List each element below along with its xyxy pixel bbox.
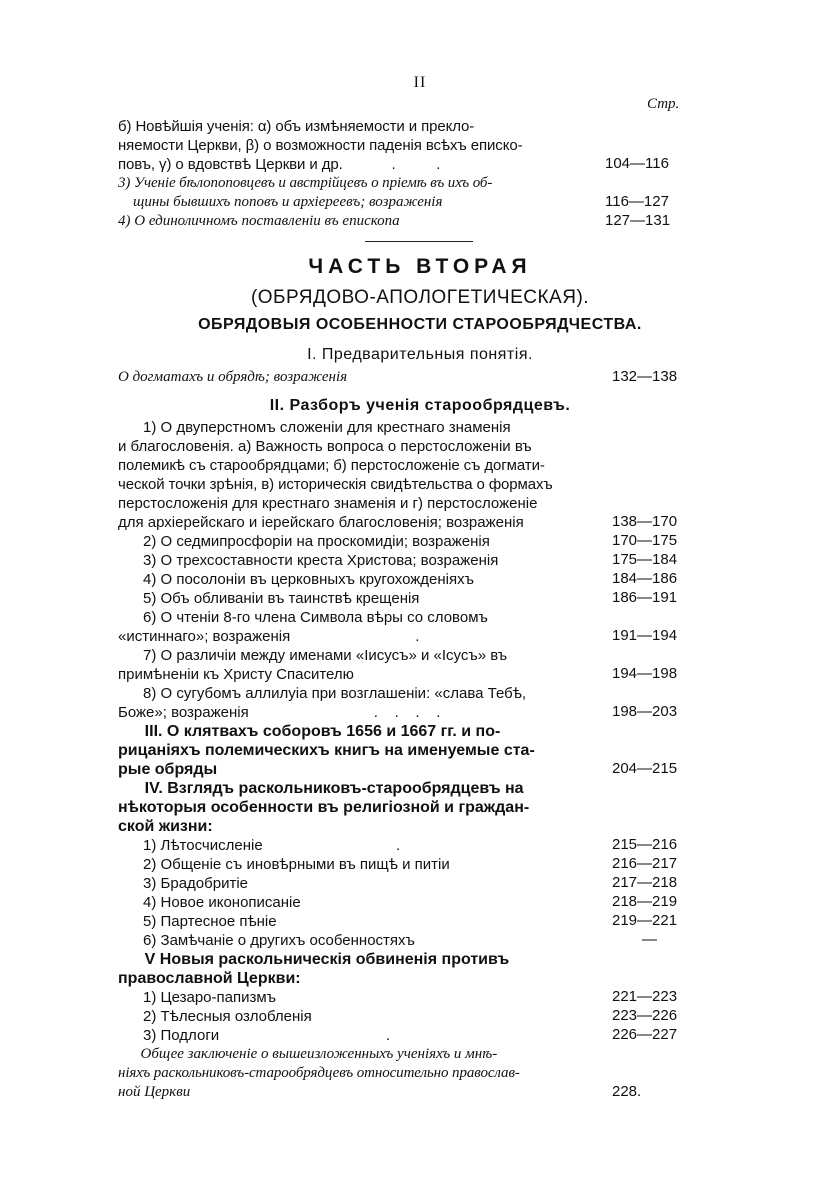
toc-page: 198—203 [612, 703, 678, 720]
toc-line: ной Церкви [118, 1084, 191, 1100]
toc-line: 1) Лѣтосчисленіе . [118, 837, 401, 854]
toc-line: 4) Новое иконописаніе [118, 894, 301, 911]
toc-line: Боже»; возраженія . . . . [118, 704, 441, 721]
toc-line: и благословенія. а) Важность вопроса о перстосложеніи въ [118, 438, 532, 455]
toc-line: 3) Брадобритіе [118, 875, 248, 892]
toc-page: 184—186 [612, 570, 678, 587]
toc-line: 1) Цезаро-папизмъ [118, 989, 277, 1006]
toc-line: повъ, γ) о вдовствѣ Церкви и др. . . [118, 156, 441, 173]
toc-line: полемикѣ съ старообрядцами; б) перстосложеніе съ догмати- [118, 457, 545, 474]
toc-line: V Новыя раскольническія обвиненія противъ [118, 951, 510, 968]
toc-page: 204—215 [612, 760, 678, 777]
toc-line: О догматахъ и обрядѣ; возраженія [118, 369, 348, 385]
toc-page: 116—127 [605, 193, 669, 210]
toc-page: 219—221 [612, 912, 678, 929]
toc-page: 226—227 [612, 1026, 678, 1043]
toc-line: рицаніяхъ полемическихъ книгъ на именуемые ста- [118, 742, 535, 759]
toc-page: 221—223 [612, 988, 678, 1005]
toc-line: 6) Замѣчаніе о другихъ особенностяхъ [118, 932, 415, 949]
toc-line: перстосложенія для крестнаго знаменія и г) перстосложеніе [118, 495, 538, 512]
toc-line: 6) О чтеніи 8-го члена Символа вѣры со словомъ [118, 609, 488, 626]
toc-line: 2) О седмипросфоріи на проскомидіи; возраженія [118, 533, 490, 550]
toc-line: 7) О различіи между именами «Іисусъ» и «Ісусъ» въ [118, 647, 508, 664]
page-column-header: Стр. [647, 96, 680, 112]
toc-line: IV. Взглядъ раскольниковъ-старообрядцевъ на [118, 780, 524, 797]
toc-page: 218—219 [612, 893, 678, 910]
part-heading: ОБРЯДОВЫЯ ОСОБЕННОСТИ СТАРООБРЯДЧЕСТВА. [198, 316, 642, 333]
toc-page: 216—217 [612, 855, 678, 872]
toc-page: 217—218 [612, 874, 678, 891]
toc-line: рые обряды [118, 761, 218, 778]
page-number: II [413, 74, 427, 91]
toc-page: 170—175 [612, 532, 678, 549]
toc-page: 104—116 [605, 155, 669, 172]
toc-line: «истиннаго»; возраженія . [118, 628, 420, 645]
part-subtitle: (ОБРЯДОВО-АПОЛОГЕТИЧЕСКАЯ). [250, 287, 590, 308]
toc-page: 138—170 [612, 513, 678, 530]
toc-line: III. О клятвахъ соборовъ 1656 и 1667 гг. и по- [118, 723, 501, 740]
toc-page: 186—191 [612, 589, 678, 606]
toc-line: ческой точки зрѣнія, в) историческія свидѣтельства о формахъ [118, 476, 553, 493]
toc-page: 228. [612, 1083, 642, 1100]
toc-line: б) Новѣйшія ученія: α) объ измѣняемости и прекло- [118, 118, 475, 135]
toc-line: 5) Объ обливаніи въ таинствѣ крещенія [118, 590, 420, 607]
toc-line: православной Церкви: [118, 970, 301, 987]
toc-line: нѣкоторыя особенности въ религіозной и граждан- [118, 799, 530, 816]
section-heading-ii: II. Разборъ ученія старообрядцевъ. [269, 397, 571, 414]
toc-line: Общее заключеніе о вышеизложенныхъ ученіяхъ и мнѣ- [118, 1046, 498, 1062]
toc-line: щины бывшихъ поповъ и архіереевъ; возраженія [118, 194, 443, 210]
toc-line: для архіерейскаго и іерейскаго благословенія; возраженія [118, 514, 524, 531]
toc-page: 194—198 [612, 665, 678, 682]
part-title: ЧАСТЬ ВТОРАЯ [308, 255, 532, 278]
toc-line: 3) Ученіе бѣлопоповцевъ и австрійцевъ о пріемѣ въ ихъ об- [118, 175, 493, 191]
toc-line: 3) О трехсоставности креста Христова; возраженія [118, 552, 499, 569]
toc-line: 4) О единоличномъ поставленіи въ епископа [118, 213, 400, 229]
toc-page: 175—184 [612, 551, 678, 568]
toc-line: 3) Подлоги . [118, 1027, 391, 1044]
toc-line: 2) Тѣлесныя озлобленія [118, 1008, 312, 1025]
toc-line: ніяхъ раскольниковъ-старообрядцевъ относительно православ- [118, 1065, 520, 1081]
toc-page: 127—131 [605, 212, 671, 229]
toc-page: 132—138 [612, 368, 678, 385]
toc-line: 8) О сугубомъ аллилуіа при возглашеніи: «слава Тебѣ, [118, 685, 527, 702]
toc-page: 191—194 [612, 627, 678, 644]
toc-line: 2) Общеніе съ иновѣрными въ пищѣ и питіи [118, 856, 450, 873]
toc-page: 223—226 [612, 1007, 678, 1024]
toc-line: ской жизни: [118, 818, 213, 835]
toc-line: примѣненіи къ Христу Спасителю [118, 666, 354, 683]
section-heading-i: I. Предварительныя понятія. [307, 346, 533, 363]
toc-line: 4) О посолоніи въ церковныхъ кругохожденіяхъ [118, 571, 474, 588]
section-divider [365, 241, 473, 242]
toc-line: няемости Церкви, β) о возможности паденія всѣхъ еписко- [118, 137, 523, 154]
toc-line: 1) О двуперстномъ сложеніи для крестнаго знаменія [118, 419, 511, 436]
toc-page: — [642, 931, 657, 948]
toc-page: 215—216 [612, 836, 678, 853]
toc-line: 5) Партесное пѣніе [118, 913, 277, 930]
